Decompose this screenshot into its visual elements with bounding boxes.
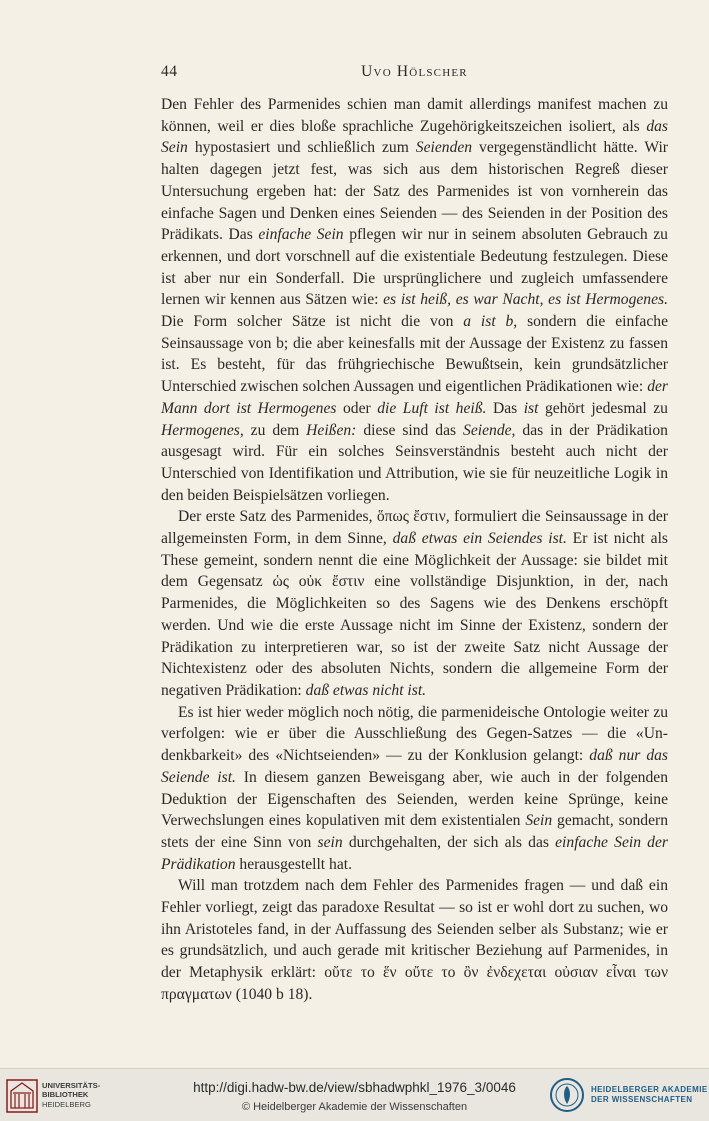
italic-run: daß etwas nicht ist. — [305, 681, 427, 699]
university-library-label: UNIVERSITÄTS- BIBLIOTHEK HEIDELBERG — [42, 1081, 101, 1109]
text-run: zu dem — [243, 421, 307, 439]
academy-label: HEIDELBERGER AKADEMIE DER WISSENSCHAFTEN — [591, 1085, 708, 1104]
text-run: Er ist nicht als These gemeint, sondern nennt die eine Möglichkeit der Aussage: sie bildet mit dem Gegensatz ὡς οὐκ ἔστιν eine vollständige Disjunktion, in der, nach Parmenides, die Möglichkeiten so des Sagens wie des Denkens erschöpft werden. Und wie die erste Aussage nicht im Sinne der Existenz, sondern der Prädikation zu interpretieren war, so ist der zweite Satz nicht Aussage der Nichtexistenz oder des absoluten Nichts, sondern die allgemeine Form der negativen Prädikation: — [161, 530, 668, 699]
copyright-notice: © Heidelberger Akademie der Wissenschaften — [241, 1101, 468, 1113]
italic-run: einfache Sein der Prädikation — [161, 833, 668, 873]
text-run: hypostasiert und schließlich zum — [187, 139, 416, 157]
text-run: pflegen wir nur in seinem absoluten Gebrauch zu erkennen, und dort vorschnell auf die existentiale Bedeutung festzulegen. Diese ist aber nur ein Sonderfall. Die ursprünglichere und zugleich umfassendere lernen wir kennen aus Sätzen wie: — [161, 226, 668, 309]
paragraph-2 — [161, 506, 668, 701]
italic-run: Sein — [525, 812, 553, 830]
viewer-footer — [0, 1068, 709, 1121]
running-header — [161, 63, 668, 83]
italic-run: der Mann dort ist Hermogenes — [161, 378, 668, 417]
running-head-author: Uvo Hölscher — [361, 63, 468, 80]
text-run: gehört jedesmal zu — [538, 399, 668, 417]
italic-run: Heißen: — [306, 421, 357, 439]
text-run: Den Fehler des Parmenides schien man damit allerdings manifest machen zu können, weil er dies bloße sprachliche Zugehörigkeitszeichen isoliert, als — [161, 96, 668, 135]
page-number: 44 — [161, 63, 178, 80]
italic-run: a ist b, — [463, 313, 518, 331]
italic-run: daß etwas ein Seiendes ist. — [392, 530, 567, 548]
text-run: Es ist hier weder möglich noch nötig, die parmenideische Ontologie weiter zu verfolgen: wie er über die Ausschließung des Gegen-Satzes — die «Undenkbarkeit» des «Nichtseienden» — zu der Konklusion gelangt: — [161, 703, 668, 765]
text-run: Will man trotzdem nach dem Fehler des Parmenides fragen — und daß ein Fehler vorliegt, zeigt das paradoxe Resultat — so ist er wohl dort zu suchen, wo ihn Aristoteles fand, in der Auffassung des Seienden selber als Substanz; wie er es grundsätzlich, und auch gerade mit kritischer Beziehung auf Parmenides, in der Metaphysik erklärt: οὔτε το ἕν οὔτε το ὂν ἐνδεχεται οὐσιαν εἶναι των πραγματων (1040 b 18). — [161, 877, 668, 1003]
italic-run: Hermogenes, — [161, 421, 244, 439]
text-run: Das — [486, 399, 524, 417]
text-run: durchgehalten, der sich als das — [342, 833, 556, 851]
italic-run: einfache Sein — [258, 226, 344, 244]
text-run: sondern die einfache Seinsaussage von b; die aber keinesfalls mit der Aussage der Existenz zu fassen ist. Es besteht, für das frühgriechische Bewußtsein, kein grundsätzlicher Unterschied zwischen solchen Aussagen und eigentlichen Prädikationen wie: — [161, 313, 668, 396]
paragraph-1 — [161, 94, 668, 506]
italic-run: die Luft ist heiß. — [377, 399, 487, 417]
text-run: Die Form solcher Sätze ist nicht die von — [161, 313, 464, 331]
text-run: diese sind das — [356, 421, 464, 439]
text-run: herausgestellt hat. — [235, 855, 352, 873]
permalink-url[interactable]: http://digi.hadw-bw.de/view/sbhadwphkl_1976_3/0046 — [193, 1080, 516, 1095]
paragraph-4 — [161, 875, 668, 1005]
text-run: das in der Prädikation ausgesagt wird. Für ein solches Seinsverständnis besteht auch nicht der Unterschied von Identifikation und Attribution, wie sie für neuzeitliche Logik in den beiden Beispielsätzen vorliegen. — [161, 421, 668, 504]
italic-run: sein — [317, 833, 343, 851]
body-text — [161, 94, 668, 1006]
italic-run: Seienden — [415, 139, 473, 157]
text-run: Der erste Satz des Parmenides, ὅπως ἔστιν, formuliert die Seinsaussage in der allgemeinsten Form, in dem Sinne, — [161, 508, 668, 548]
paragraph-3 — [161, 702, 668, 876]
italic-run: daß nur das Seiende ist. — [161, 747, 668, 786]
academy-seal-icon — [549, 1076, 585, 1114]
text-run: oder — [336, 399, 378, 417]
text-run: gemacht, sondern stets der eine Sinn von — [161, 812, 668, 851]
text-run: In diesem ganzen Beweisgang aber, wie auch in der folgenden Deduktion der Eigenschaften des Seienden, werden keine Sprünge, keine Verwechslungen eines kopulativen mit dem existentialen — [161, 768, 668, 830]
italic-run: ist — [523, 399, 539, 417]
italic-run: es ist heiß, es war Nacht, es ist Hermogenes. — [383, 291, 668, 309]
text-run: vergegenständlicht hätte. Wir halten dagegen jetzt fest, was sich aus dem historischen Regreß dieser Untersuchung ergeben hat: der Satz des Parmenides ist von vornherein das einfache Sagen und Denken eines Seienden — des Seienden in der Position des Prädikats. Das — [161, 139, 668, 244]
italic-run: das Sein — [161, 117, 668, 157]
italic-run: Seiende, — [463, 421, 516, 439]
